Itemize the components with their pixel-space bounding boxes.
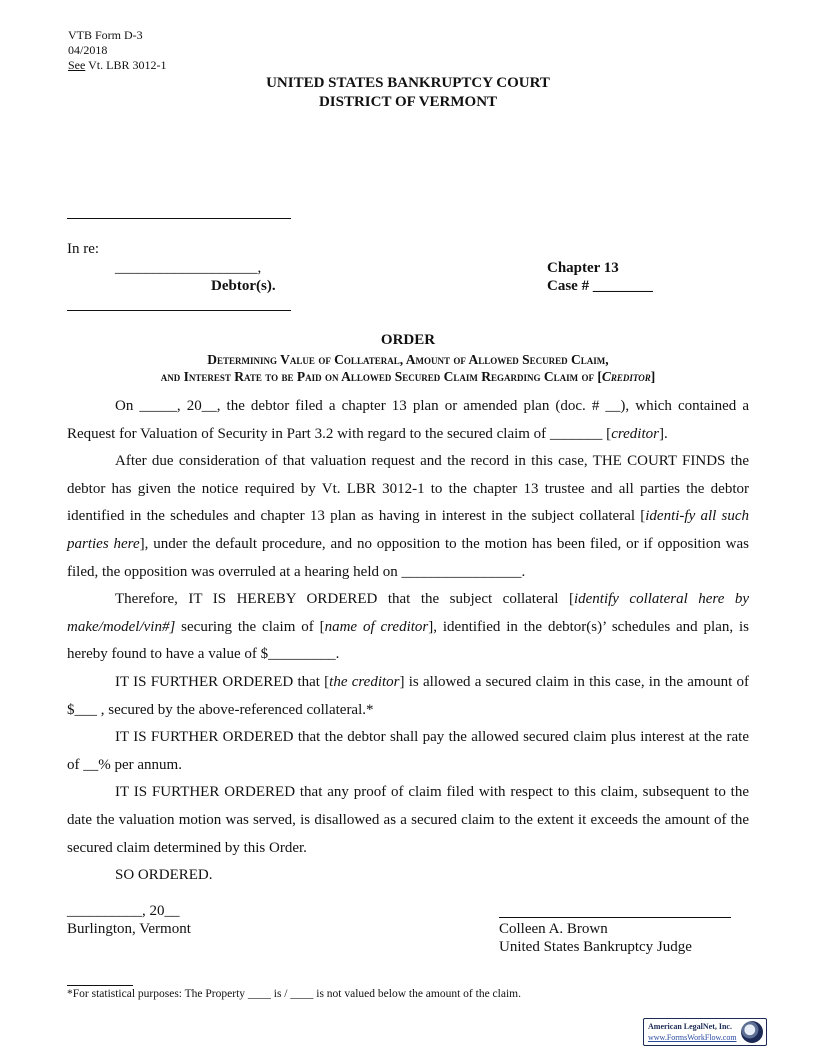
rule-reference: Vt. LBR 3012-1: [85, 58, 167, 72]
form-number: VTB Form D-3: [68, 28, 143, 42]
paragraph-valuation: [67, 586, 749, 669]
caption-bottom-rule: [67, 310, 291, 311]
p3-collateral: identify collateral here by make/model/vin#]: [67, 591, 750, 635]
p2-end: ], under the default procedure, and no opposition to the motion has been filed, or if opposition was filed, the opposition was overruled at a hearing held on ________________.: [67, 535, 750, 580]
p1-creditor: creditor: [611, 425, 659, 442]
footnote: *For statistical purposes: The Property ____ is / ____ is not valued below the amount of the claim.: [67, 988, 521, 1000]
paragraph-interest: IT IS FURTHER ORDERED that the debtor shall pay the allowed secured claim plus interest at the rate of __% per annum.: [67, 729, 749, 773]
footnote-rule: [67, 985, 133, 986]
subtitle-line-2: [0, 368, 816, 385]
court-name: UNITED STATES BANKRUPTCY COURT: [266, 75, 550, 91]
subtitle-line-1: Determining Value of Collateral, Amount of Allowed Secured Claim,: [207, 352, 609, 367]
p3-mid: securing the claim of [: [175, 618, 325, 635]
p4-creditor: the creditor: [329, 673, 400, 690]
order-body: [67, 393, 749, 890]
p1-text: On _____, 20__, the debtor filed a chapter 13 plan or amended plan (doc. # __), which contained a Request for Valuation of Security in Part 3.2 with regard to the secured claim of _______ [: [67, 398, 749, 442]
paragraph-findings: [67, 448, 749, 586]
p4-end: ] is allowed a secured claim in this case, in the amount of $___ , secured by the above-referenced collateral.*: [67, 673, 749, 718]
p2-parties: identi-fy all such parties here: [67, 508, 749, 552]
form-date: 04/2018: [68, 43, 108, 57]
logo-company: American LegalNet, Inc.: [648, 1022, 732, 1031]
p1-end: ].: [658, 425, 668, 442]
judge-title: United States Bankruptcy Judge: [499, 939, 692, 955]
debtor-name-blank: ___________________,: [115, 260, 262, 276]
p3-text: Therefore, IT IS HEREBY ORDERED that the subject collateral [: [115, 591, 574, 608]
see-label: See: [68, 58, 86, 72]
chapter-label: Chapter 13: [547, 260, 619, 276]
court-heading: [0, 74, 816, 112]
order-title: ORDER: [380, 332, 436, 348]
p3-creditor: name of creditor: [324, 618, 429, 635]
caption-top-rule: [67, 218, 291, 219]
paragraph-filing: [67, 393, 749, 448]
p2-text: After due consideration of that valuation request and the record in this case, THE COURT FINDS the debtor has given the notice required by Vt. LBR 3012-1 to the chapter 13 trustee and all parties the debtor identified in the schedules and chapter 13 plan as having in interest in the subject collateral [: [67, 453, 749, 525]
case-number: Case # ________: [547, 278, 653, 294]
in-re-label: In re:: [67, 241, 100, 257]
p3-end: ], identified in the debtor(s)’ schedules and plan, is hereby found to have a value of $_________.: [67, 618, 749, 663]
subtitle-line-2-text: and Interest Rate to be Paid on Allowed Secured Claim Regarding Claim of [: [160, 369, 602, 384]
judge-name: Colleen A. Brown: [499, 921, 608, 937]
order-subtitle: [0, 351, 816, 385]
court-district: DISTRICT OF VERMONT: [318, 94, 498, 110]
form-identifier: [68, 28, 166, 73]
signature-date: __________, 20__: [67, 903, 180, 919]
subtitle-creditor: Creditor: [601, 369, 651, 384]
debtor-label: Debtor(s).: [211, 278, 276, 294]
paragraph-proof-of-claim: IT IS FURTHER ORDERED that any proof of claim filed with respect to this claim, subsequent to the date the valuation motion was served, is disallowed as a secured claim to the extent it exceeds the amount of the secured claim determined by this Order.: [67, 784, 749, 856]
p4-text: IT IS FURTHER ORDERED that [: [115, 673, 330, 690]
judge-signature-line: [499, 917, 731, 918]
legalnet-logo[interactable]: [643, 1018, 767, 1046]
form-reference: [68, 58, 166, 73]
logo-url[interactable]: www.FormsWorkFlow.com: [648, 1033, 737, 1042]
paragraph-so-ordered: SO ORDERED.: [115, 867, 213, 884]
subtitle-close-bracket: ]: [650, 369, 656, 384]
logo-swirl-icon: [741, 1021, 763, 1043]
paragraph-allowed-claim: [67, 669, 749, 724]
signature-place: Burlington, Vermont: [67, 921, 191, 937]
